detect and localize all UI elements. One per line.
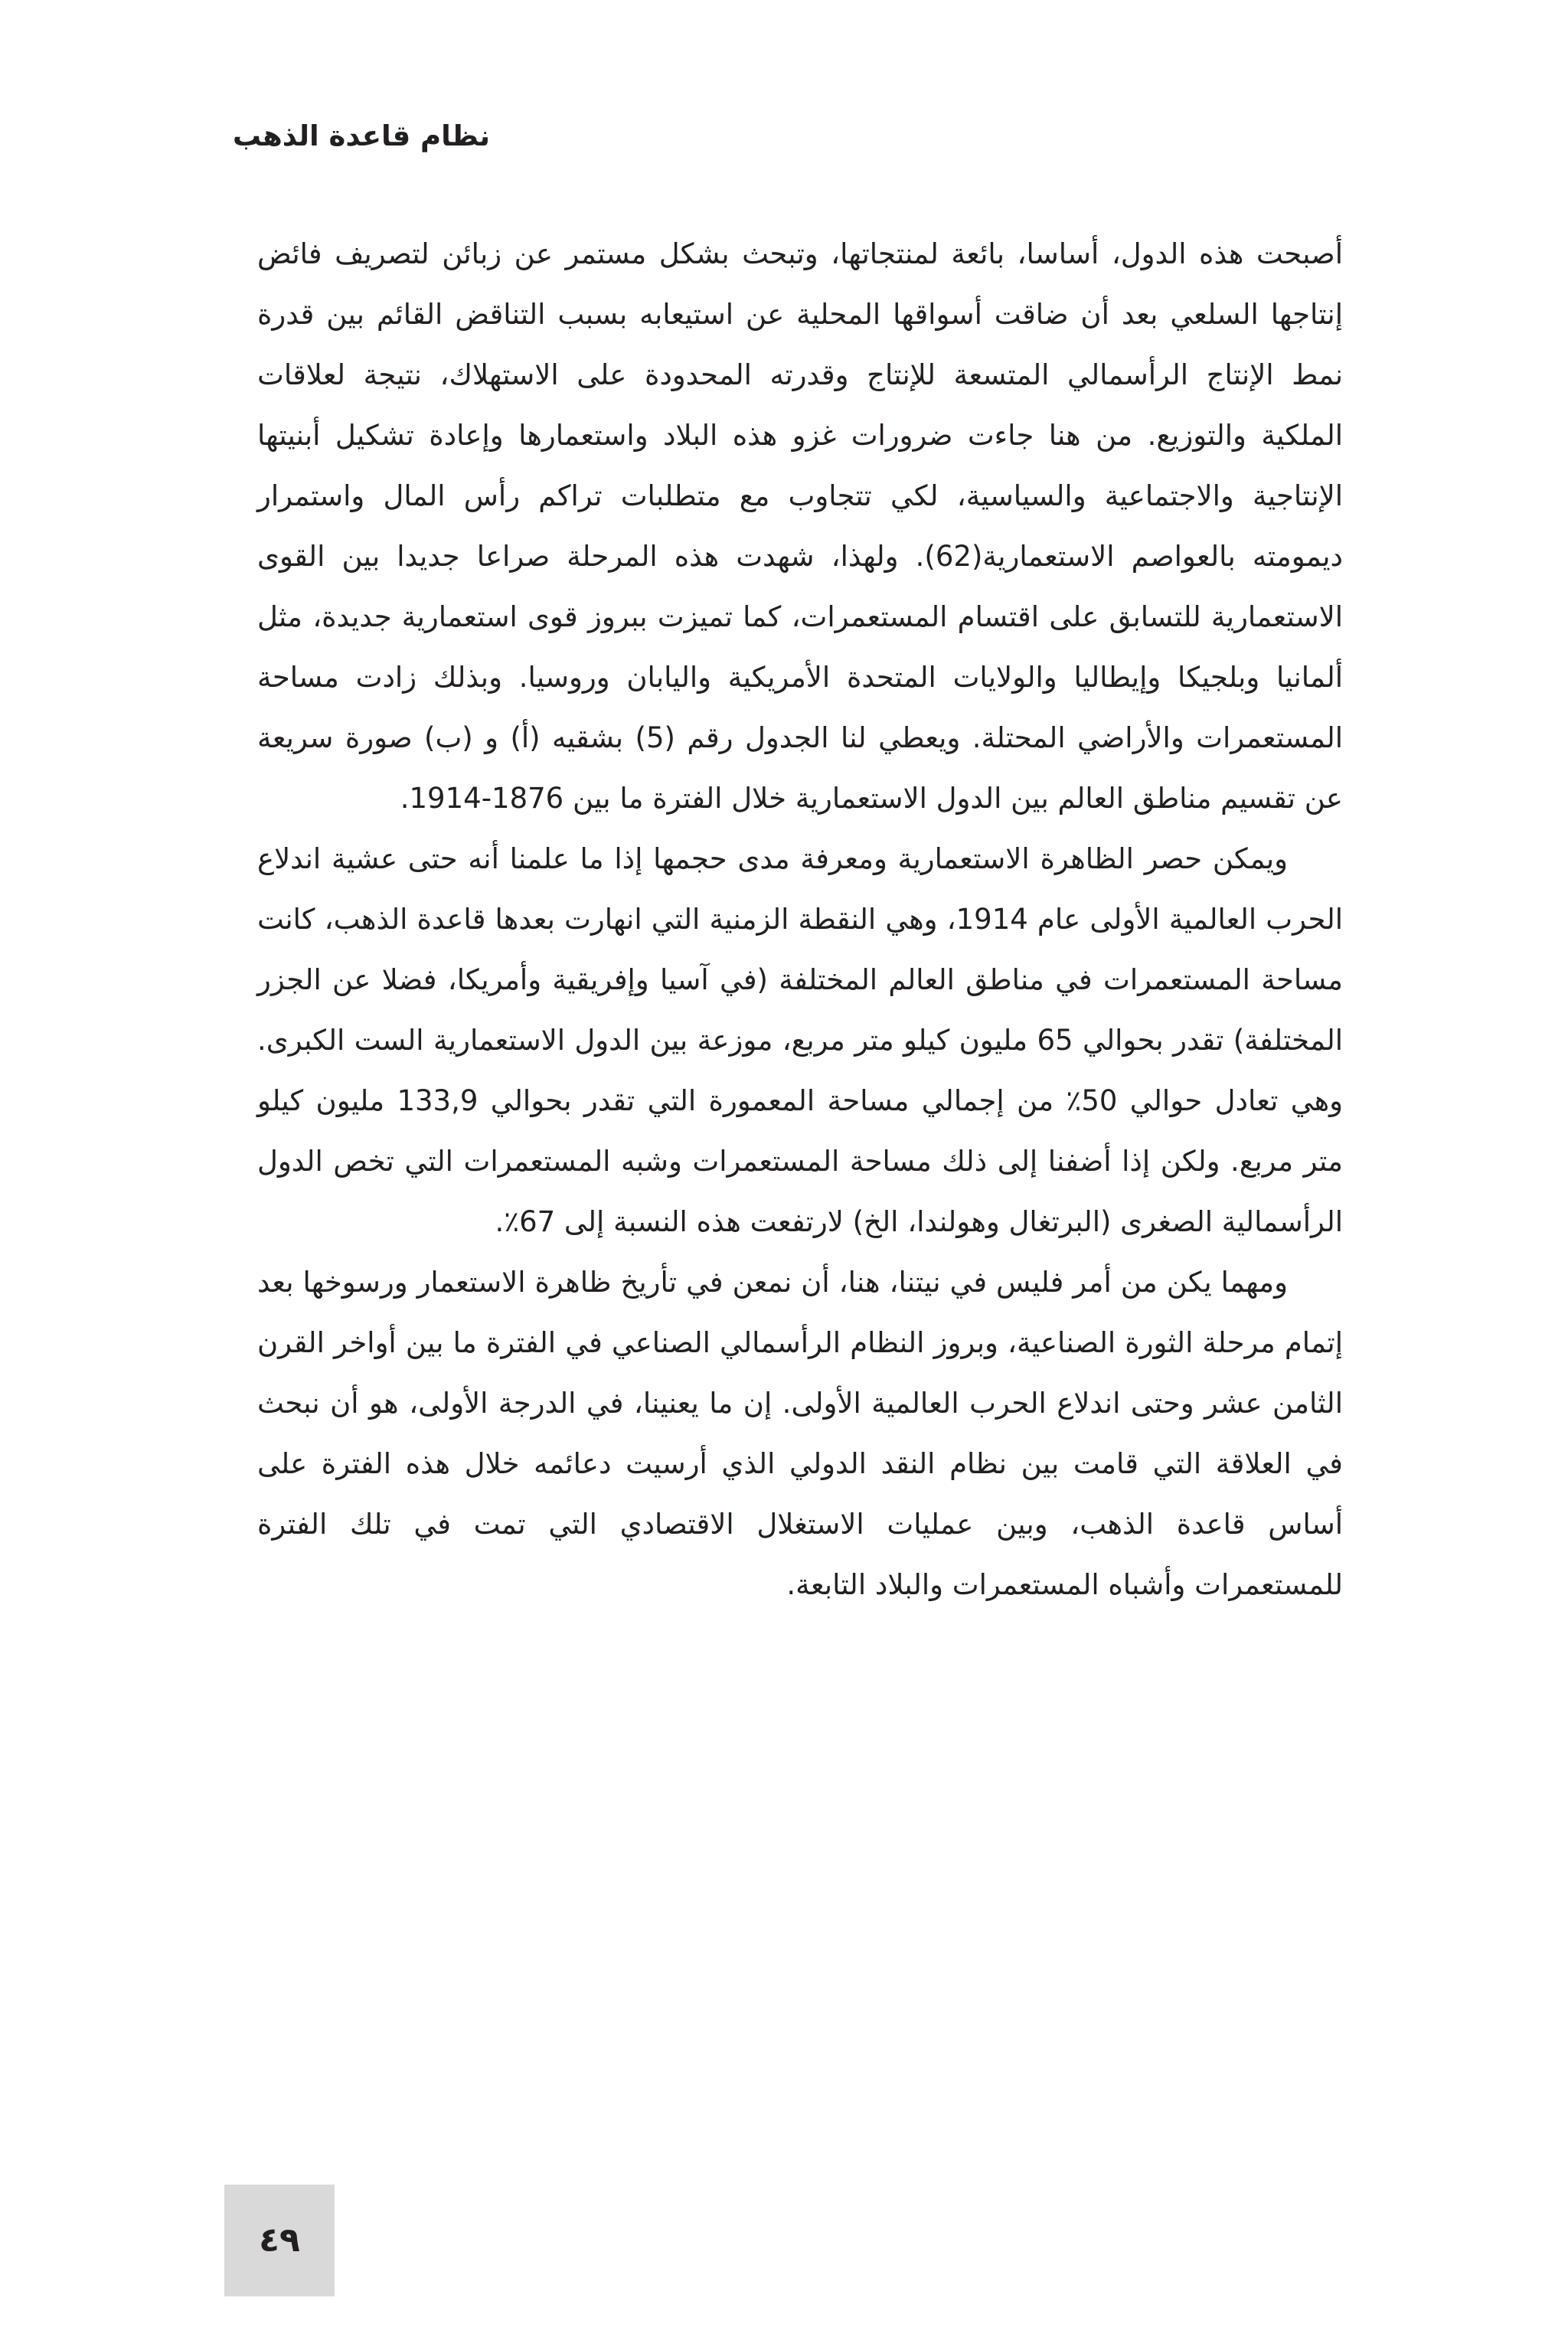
page-number: ٤٩ [259, 2221, 300, 2260]
page-number-box [224, 2185, 335, 2296]
paragraph-1: أصبحت هذه الدول، أساسا، بائعة لمنتجاتها، وتبحث بشكل مستمر عن زبائن لتصريف فائض إنتاجها السلعي بعد أن ضاقت أسواقها المحلية عن استيعابه بسبب التناقض القائم بين قدرة نمط الإنتاج الرأسمالي المتسعة للإنتاج وقدرته المحدودة على الاستهلاك، نتيجة لعلاقات الملكية والتوزيع. من هنا جاءت ضرورات غزو هذه البلاد واستعمارها وإعادة تشكيل أبنيتها الإنتاجية والاجتماعية والسياسية، لكي تتجاوب مع متطلبات تراكم رأس المال واستمرار ديمومته بالعواصم الاستعمارية(62). ولهذا، شهدت هذه المرحلة صراعا جديدا بين القوى الاستعمارية للتسابق على اقتسام المستعمرات، كما تميزت ببروز قوى استعمارية جديدة، مثل ألمانيا وبلجيكا وإيطاليا والولايات المتحدة الأمريكية واليابان وروسيا. وبذلك زادت مساحة المستعمرات والأراضي المحتلة. ويعطي لنا الجدول رقم (5) بشقيه (أ) و (ب) صورة سريعة عن تقسيم مناطق العالم بين الدول الاستعمارية خلال الفترة ما بين 1876-1914. [257, 237, 1343, 815]
body-text [257, 224, 1343, 1615]
paragraph-3: ومهما يكن من أمر فليس في نيتنا، هنا، أن نمعن في تأريخ ظاهرة الاستعمار ورسوخها بعد إتمام مرحلة الثورة الصناعية، وبروز النظام الرأسمالي الصناعي في الفترة ما بين أواخر القرن الثامن عشر وحتى اندلاع الحرب العالمية الأولى. إن ما يعنينا، في الدرجة الأولى، هو أن نبحث في العلاقة التي قامت بين نظام النقد الدولي الذي أرسيت دعائمه خلال هذه الفترة على أساس قاعدة الذهب، وبين عمليات الاستغلال الاقتصادي التي تمت في تلك الفترة للمستعمرات وأشباه المستعمرات والبلاد التابعة. [257, 1266, 1343, 1601]
running-header: نظام قاعدة الذهب [232, 119, 490, 152]
paragraph-2: ويمكن حصر الظاهرة الاستعمارية ومعرفة مدى حجمها إذا ما علمنا أنه حتى عشية اندلاع الحرب العالمية الأولى عام 1914، وهي النقطة الزمنية التي انهارت بعدها قاعدة الذهب، كانت مساحة المستعمرات في مناطق العالم المختلفة (في آسيا وإفريقية وأمريكا، فضلا عن الجزر المختلفة) تقدر بحوالي 65 مليون كيلو متر مربع، موزعة بين الدول الاستعمارية الست الكبرى. وهي تعادل حوالي 50٪ من إجمالي مساحة المعمورة التي تقدر بحوالي 133,9 مليون كيلو متر مربع. ولكن إذا أضفنا إلى ذلك مساحة المستعمرات وشبه المستعمرات التي تخص الدول الرأسمالية الصغرى (البرتغال وهولندا، الخ) لارتفعت هذه النسبة إلى 67٪. [257, 842, 1344, 1238]
